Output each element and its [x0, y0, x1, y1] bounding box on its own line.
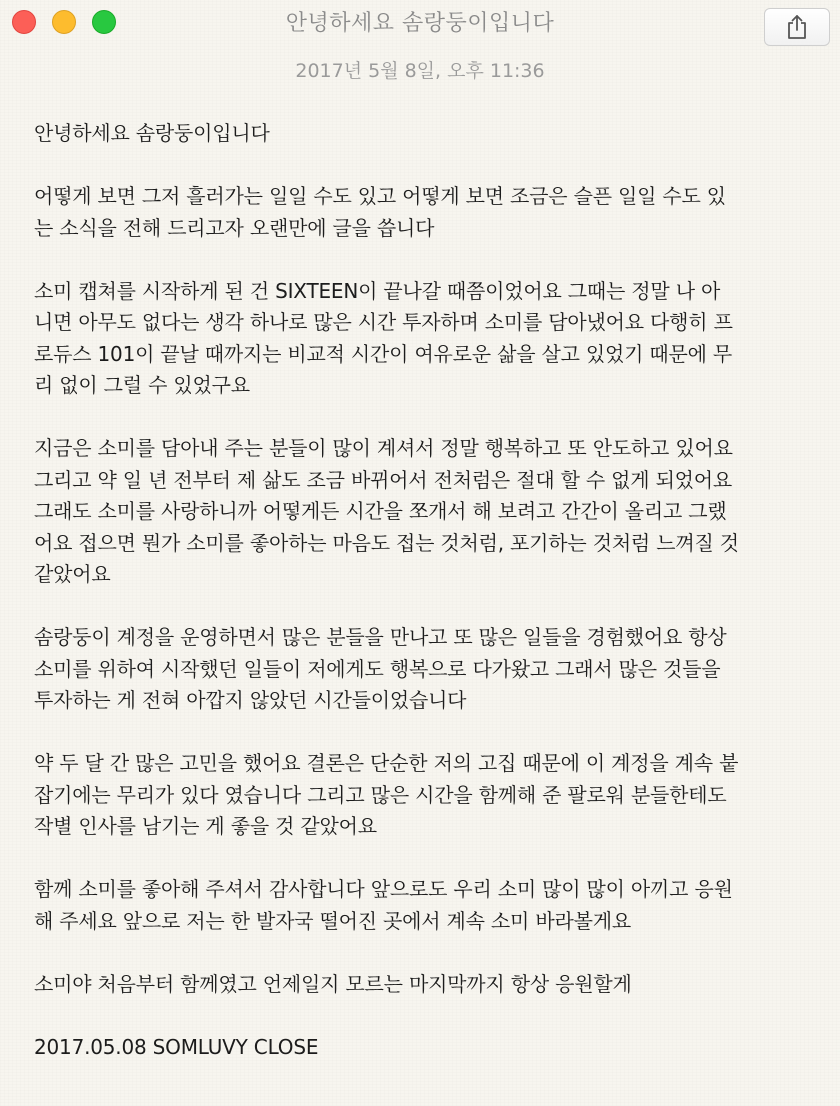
note-body[interactable] [34, 118, 814, 1063]
note-paragraph: 약 두 달 간 많은 고민을 했어요 결론은 단순한 저의 고집 때문에 이 계정을 계속 붙 잡기에는 무리가 있다 였습니다 그리고 많은 시간을 함께해 준 팔로워 분들한테도 작별 인사를 남기는 게 좋을 것 같았어요 [34, 751, 739, 838]
note-paragraph: 소미야 처음부터 함께였고 언제일지 모르는 마지막까지 항상 응원할게 [34, 971, 632, 996]
note-paragraph: 솜랑둥이 계정을 운영하면서 많은 분들을 만나고 또 많은 일들을 경험했어요 항상 소미를 위하여 시작했던 일들이 저에게도 행복으로 다가왔고 그래서 많은 것들을 투자하는 게 전혀 아깝지 않았던 시간들이었습니다 [34, 625, 727, 712]
note-signature: 2017.05.08 SOMLUVY CLOSE [34, 1034, 319, 1059]
note-date: 2017년 5월 8일, 오후 11:36 [295, 60, 545, 82]
note-paragraph: 안녕하세요 솜랑둥이입니다 [34, 121, 270, 145]
note-paragraph: 소미 캡쳐를 시작하게 된 건 SIXTEEN이 끝나갈 때쯤이었어요 그때는 정말 나 아 니면 아무도 없다는 생각 하나로 많은 시간 투자하며 소미를 담아냈어요 다행히 프 로듀스 101이 끝날 때까지는 비교적 시간이 여유로운 삶을 살고 있었기 때문에 무 리 없이 그럴 수 있었구요 [34, 278, 733, 397]
share-button[interactable] [764, 8, 830, 46]
share-icon [786, 14, 808, 40]
note-paragraph: 지금은 소미를 담아내 주는 분들이 많이 계셔서 정말 행복하고 또 안도하고 있어요 그리고 약 일 년 전부터 제 삶도 조금 바뀌어서 전처럼은 절대 할 수 없게 되었어요 그래도 소미를 사랑하니까 어떻게든 시간을 쪼개서 해 보려고 간간이 올리고 그랬 어요 접으면 뭔가 소미를 좋아하는 마음도 접는 것처럼, 포기하는 것처럼 느껴질 것 같았어요 [34, 436, 739, 586]
title-bar [0, 0, 840, 50]
note-paragraph: 함께 소미를 좋아해 주셔서 감사합니다 앞으로도 우리 소미 많이 많이 아끼고 응원 해 주세요 앞으로 저는 한 발자국 떨어진 곳에서 계속 소미 바라볼게요 [34, 877, 733, 933]
window-title: 안녕하세요 솜랑둥이입니다 [285, 11, 555, 36]
note-paragraph: 어떻게 보면 그저 흘러가는 일일 수도 있고 어떻게 보면 조금은 슬픈 일일 수도 있 는 소식을 전해 드리고자 오랜만에 글을 씁니다 [34, 184, 726, 240]
